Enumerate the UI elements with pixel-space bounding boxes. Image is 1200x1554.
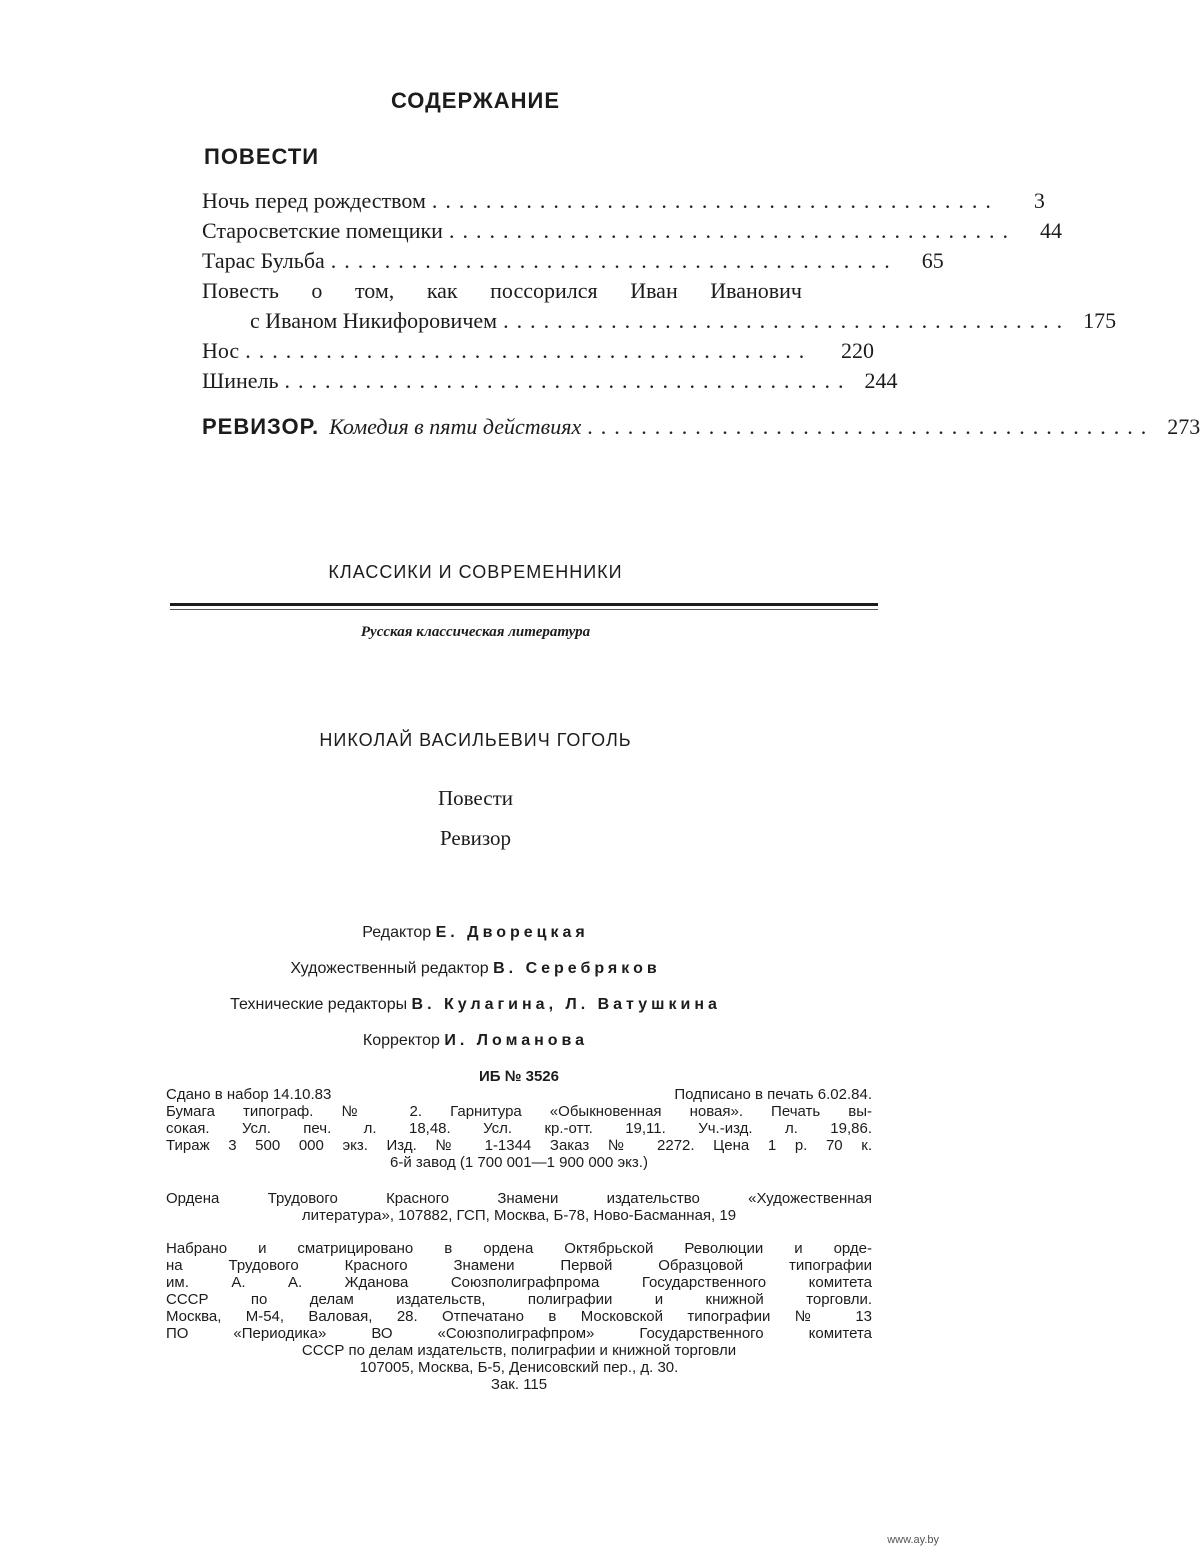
order-number: Зак. 115 <box>490 1376 548 1393</box>
imprint-line: СССР по делам издательств, полиграфии и книжной торговли <box>301 1342 737 1359</box>
imprint-line: 107005, Москва, Б-5, Денисовский пер., д. 30. <box>359 1359 679 1376</box>
table-of-contents <box>202 186 1200 442</box>
series-subtitle: Русская классическая литература <box>360 624 591 640</box>
credit-tech-editors <box>0 996 951 1014</box>
divider-rule <box>170 609 878 610</box>
work-title: Ревизор <box>439 826 512 850</box>
credit-corrector <box>0 1032 951 1050</box>
toc-entry <box>202 186 1045 216</box>
toc-entry-continuation <box>202 306 1117 336</box>
toc-entry <box>202 276 874 306</box>
toc-entry-title: Старосветские помещики <box>202 218 443 243</box>
toc-entry-page: 3 <box>1033 188 1045 213</box>
imprint-line: Бумага типограф. № 2. Гарнитура «Обыкновенная новая». Печать вы- <box>166 1103 872 1120</box>
printing-info <box>166 1240 872 1393</box>
work-title: Повести <box>437 786 514 810</box>
imprint-line: сокая. Усл. печ. л. 18,48. Усл. кр.-отт. 19,11. Уч.-изд. л. 19,86. <box>166 1120 872 1137</box>
toc-leader: .......................................... <box>284 368 852 393</box>
toc-entry <box>202 336 874 366</box>
imprint-line: 6-й завод (1 700 001—1 900 000 экз.) <box>390 1154 648 1171</box>
toc-entry-title: Нос <box>202 338 240 363</box>
imprint-line: ПО «Периодика» ВО «Союзполиграфпром» Государственного комитета <box>166 1325 872 1342</box>
toc-entry-title: Ночь перед рождеством <box>202 188 426 213</box>
imprint-line: на Трудового Красного Знамени Первой Образцовой типографии <box>166 1257 872 1274</box>
imprint-line: Москва, М-54, Валовая, 28. Отпечатано в Московской типографии № 13 <box>166 1308 872 1325</box>
imprint-dates <box>166 1086 872 1103</box>
author-name: НИКОЛАЙ ВАСИЛЬЕВИЧ ГОГОЛЬ <box>319 730 632 750</box>
toc-entry-title: РЕВИЗОР. <box>202 414 320 439</box>
credit-label: Художественный редактор <box>290 960 489 977</box>
toc-leader: .......................................... <box>448 218 1016 243</box>
series-title: КЛАССИКИ И СОВРЕМЕННИКИ <box>328 562 623 582</box>
toc-entry <box>202 246 944 276</box>
imprint-line: Набрано и сматрицировано в ордена Октябрьской Революции и орде- <box>166 1240 872 1257</box>
toc-entry-revizor <box>202 412 1200 442</box>
toc-leader: .......................................... <box>587 414 1155 439</box>
toc-entry-title: Шинель <box>202 368 279 393</box>
toc-entry-page: 220 <box>841 338 874 363</box>
toc-entry <box>202 366 898 396</box>
toc-leader: .......................................... <box>245 338 813 363</box>
toc-entry-title: Тарас Бульба <box>202 248 325 273</box>
credit-name: В. Кулагина, Л. Ватушкина <box>411 996 721 1013</box>
toc-entry-page: 44 <box>1039 218 1062 243</box>
credit-label: Корректор <box>362 1032 440 1049</box>
credit-name: Е. Дворецкая <box>435 924 589 941</box>
credit-name: И. Ломанова <box>444 1032 589 1049</box>
toc-leader: .......................................... <box>503 308 1071 333</box>
imprint-line: СССР по делам издательств, полиграфии и книжной торговли. <box>166 1291 872 1308</box>
toc-entry <box>202 216 1062 246</box>
credit-name: В. Серебряков <box>493 960 661 977</box>
watermark: www.ay.by <box>887 1534 939 1546</box>
toc-entry-subtitle: Комедия в пяти действиях <box>329 414 582 439</box>
divider-rule <box>170 603 878 606</box>
imprint-line: им. А. А. Жданова Союзполиграфпрома Государственного комитета <box>166 1274 872 1291</box>
sent-to-typesetting: Сдано в набор 14.10.83 <box>166 1086 332 1103</box>
section-heading: ПОВЕСТИ <box>204 144 320 169</box>
toc-entry-page: 273 <box>1167 414 1200 439</box>
contents-title: СОДЕРЖАНИЕ <box>390 88 561 113</box>
credit-art-editor <box>0 960 951 978</box>
credit-label: Редактор <box>362 924 432 941</box>
credit-label: Технические редакторы <box>230 996 408 1013</box>
toc-entry-title: Повесть о том, как поссорился Иван Иванович <box>202 278 802 303</box>
ib-number: ИБ № 3526 <box>479 1068 559 1085</box>
toc-leader: .......................................... <box>431 188 999 213</box>
toc-entry-page: 175 <box>1083 308 1117 333</box>
publisher-info <box>166 1190 872 1224</box>
imprint-details <box>166 1086 872 1171</box>
imprint-line: Ордена Трудового Красного Знамени издательство «Художественная <box>166 1190 872 1207</box>
toc-entry-page: 244 <box>864 368 898 393</box>
imprint-line: литература», 107882, ГСП, Москва, Б-78, Ново-Басманная, 19 <box>301 1207 737 1224</box>
toc-leader: .......................................... <box>330 248 898 273</box>
imprint-line: Тираж 3 500 000 экз. Изд. № 1-1344 Заказ № 2272. Цена 1 р. 70 к. <box>166 1137 872 1154</box>
toc-entry-page: 65 <box>921 248 944 273</box>
toc-entry-title: с Иваном Никифоровичем <box>250 308 498 333</box>
signed-for-print: Подписано в печать 6.02.84. <box>674 1086 872 1103</box>
credit-editor <box>0 924 951 942</box>
